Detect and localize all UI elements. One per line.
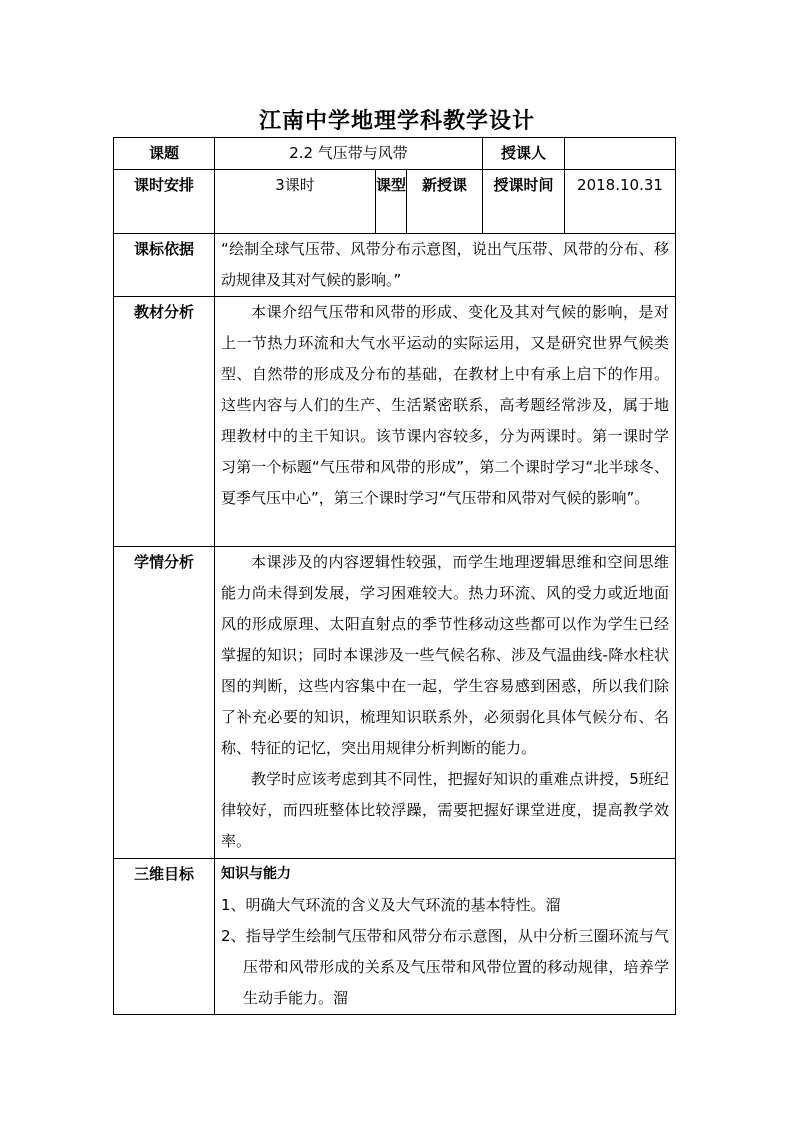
label-schedule: 课时安排 [114, 170, 215, 234]
label-textbook: 教材分析 [114, 297, 215, 547]
textbook-text: 本课介绍气压带和风带的形成、变化及其对气候的影响，是对上一节热力环流和大气水平运动的实际运用，又是研究世界气候类型、自然带的形成及分布的基础，在教材上中有承上启下的作用。这些内容与人们的生产、生活紧密联系，高考题经常涉及，属于地理教材中的主干知识。该节课内容较多，分为两课时。第一课时学习第一个标题“气压带和风带的形成”，第二个课时学习“北半球冬、夏季气压中心”，第三个课时学习“气压带和风带对气候的影响”。 [215, 297, 676, 547]
label-teacher: 授课人 [483, 138, 565, 170]
row-standard [114, 234, 676, 297]
goals-cell [215, 859, 676, 1015]
lesson-type-value: 新授课 [407, 170, 483, 234]
label-topic: 课题 [114, 138, 215, 170]
teacher-value [565, 138, 676, 170]
document-title: 江南中学地理学科教学设计 [258, 108, 535, 134]
row-students [114, 547, 676, 859]
lesson-plan-table [113, 137, 676, 1015]
label-goals: 三维目标 [114, 859, 215, 1015]
goal-item-1: 1、明确大气环流的含义及大气环流的基本特性。溜 [221, 896, 561, 914]
goal-item-2: 2、指导学生绘制气压带和风带分布示意图，从中分析三圈环流与气压带和风带形成的关系及气压带和风带位置的移动规律，培养学生动手能力。溜 [221, 927, 669, 1007]
students-paragraph-2: 教学时应该考虑到其不同性，把握好知识的重难点讲授，5班纪律较好，而四班整体比较浮躁，需要把握好课堂进度，提高教学效率。 [221, 770, 669, 850]
goals-subtitle: 知识与能力 [221, 866, 291, 882]
row-textbook [114, 297, 676, 547]
row-goals [114, 859, 676, 1015]
label-lesson-type: 课型 [376, 170, 407, 234]
row-schedule [114, 170, 676, 234]
row-topic [114, 138, 676, 170]
students-paragraph-1: 本课涉及的内容逻辑性较强，而学生地理逻辑思维和空间思维能力尚未得到发展，学习困难较大。热力环流、风的受力或近地面风的形成原理、太阳直射点的季节性移动这些都可以作为学生已经掌握的知识；同时本课涉及一些气候名称、涉及气温曲线-降水柱状图的判断，这些内容集中在一起，学生容易感到困惑，所以我们除了补充必要的知识，梳理知识联系外，必须弱化具体气候分布、名称、特征的记忆，突出用规律分析判断的能力。 [221, 553, 669, 757]
label-standard: 课标依据 [114, 234, 215, 297]
students-cell [215, 547, 676, 859]
label-students: 学情分析 [114, 547, 215, 859]
standard-text: “绘制全球气压带、风带分布示意图，说出气压带、风带的分布、移动规律及其对气候的影响。” [215, 234, 676, 297]
topic-value: 2.2 气压带与风带 [215, 138, 483, 170]
label-time: 授课时间 [483, 170, 565, 234]
time-value: 2018.10.31 [565, 170, 676, 234]
schedule-value: 3课时 [215, 170, 376, 234]
